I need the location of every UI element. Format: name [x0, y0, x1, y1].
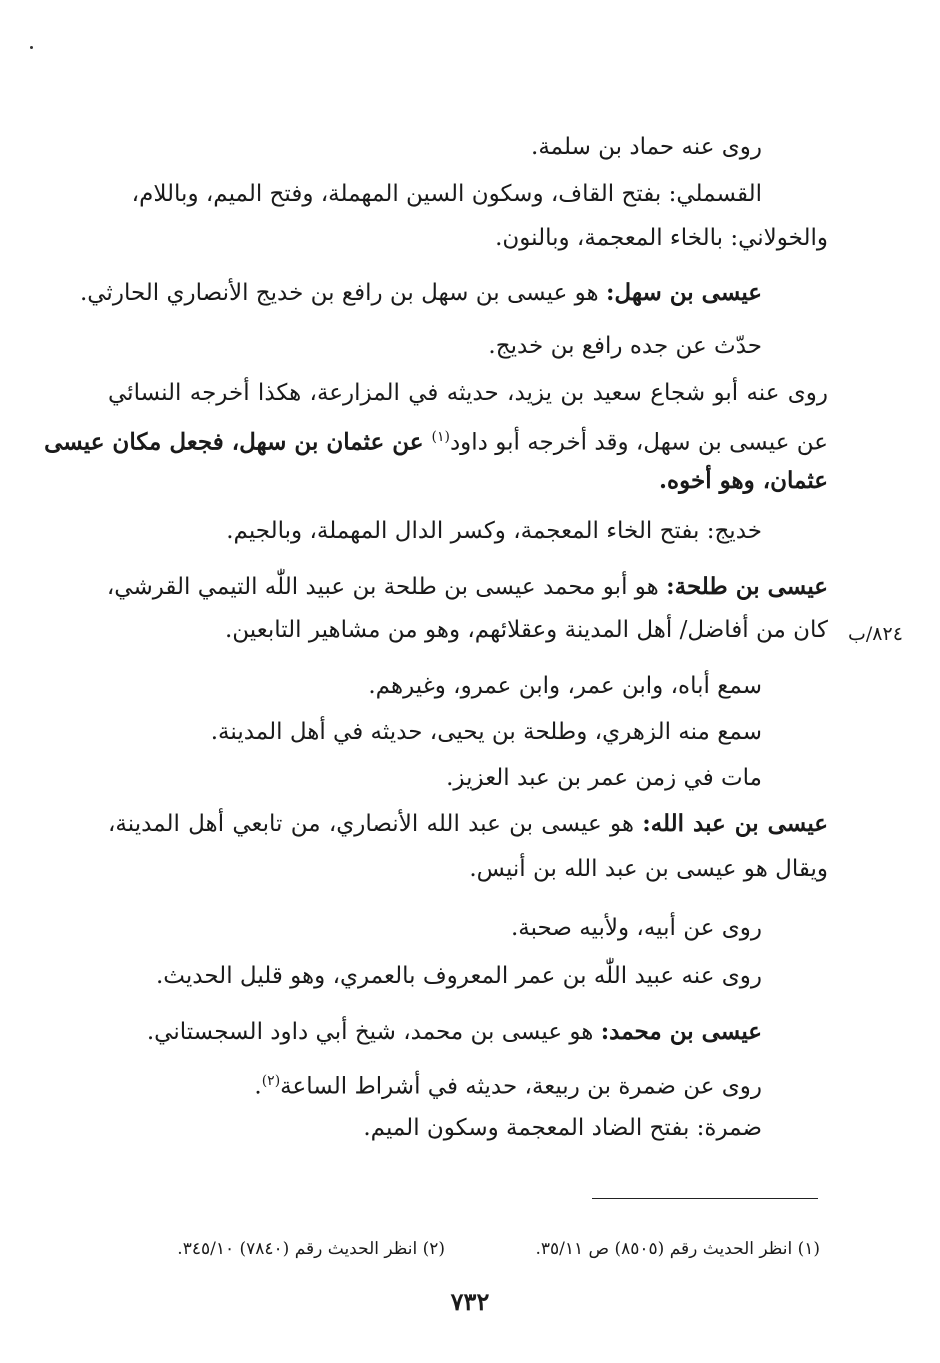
text-line-21: ضمرة: بفتح الضاد المعجمة وسكون الميم.	[363, 1115, 762, 1141]
text-line-1: روى عنه حماد بن سلمة.	[531, 134, 762, 160]
text-line-5: حدّث عن جده رافع بن خديج.	[488, 333, 762, 359]
page-number: ٧٣٢	[450, 1287, 490, 1316]
text-line-7: عن عيسى بن سهل، وقد أخرجه أبو داود$^{(١)}$ عن عثمان بن سهل، فجعل مكان عيسى	[44, 428, 828, 456]
footnote-1: (١) انظر الحديث رقم (٨٥٠٥) ص ٣٥/١١.	[535, 1239, 820, 1259]
text-line-3: والخولاني: بالخاء المعجمة، وبالنون.	[495, 225, 828, 251]
text-line-14: مات في زمن عمر بن عبد العزيز.	[446, 765, 762, 791]
footnote-ref-1: (١)	[431, 429, 450, 445]
footnote-separator	[592, 1198, 818, 1199]
text-line-9: خديج: بفتح الخاء المعجمة، وكسر الدال المهملة، وبالجيم.	[226, 518, 762, 544]
footnote-2: (٢) انظر الحديث رقم (٧٨٤٠) ٣٤٥/١٠.	[177, 1239, 445, 1259]
entry-isa-ibn-sahl: عيسى بن سهل: هو عيسى بن سهل بن رافع بن خديج الأنصاري الحارثي.	[79, 279, 762, 306]
text-line-18: روى عنه عبيد اللّٰه بن عمر المعروف بالعمري، وهو قليل الحديث.	[155, 963, 762, 989]
entry-isa-ibn-abdullah: عيسى بن عبد الله: هو عيسى بن عبد الله الأنصاري، من تابعي أهل المدينة،	[108, 810, 828, 837]
text-line-11: كان من أفاضل/ أهل المدينة وعقلائهم، وهو من مشاهير التابعين.	[224, 617, 828, 643]
entry-isa-ibn-talha: عيسى بن طلحة: هو أبو محمد عيسى بن طلحة بن عبيد اللّٰه التيمي القرشي،	[106, 573, 828, 600]
text-line-2: القسملي: بفتح القاف، وسكون السين المهملة، وفتح الميم، وباللام،	[131, 181, 762, 207]
entry-isa-ibn-muhammad: عيسى بن محمد: هو عيسى بن محمد، شيخ أبي داود السجستاني.	[146, 1018, 762, 1045]
text-line-12: سمع أباه، وابن عمر، وابن عمرو، وغيرهم.	[368, 673, 762, 699]
margin-folio-note: ٨٢٤/ب	[848, 623, 903, 645]
text-line-17: روى عن أبيه، ولأبيه صحبة.	[510, 915, 762, 941]
text-line-13: سمع منه الزهري، وطلحة بن يحيى، حديثه في أهل المدينة.	[210, 719, 762, 745]
entry-heading: عيسى بن طلحة:	[666, 573, 828, 600]
text-line-8: عثمان، وهو أخوه.	[659, 467, 828, 494]
entry-heading: عيسى بن سهل:	[605, 279, 762, 306]
entry-heading: عيسى بن عبد الله:	[642, 810, 828, 837]
text-line-16: ويقال هو عيسى بن عبد الله بن أنيس.	[469, 856, 828, 882]
scan-speck	[30, 46, 33, 49]
text-line-6: روى عنه أبو شجاع سعيد بن يزيد، حديثه في المزارعة، هكذا أخرجه النسائي	[108, 380, 828, 406]
text-line-20: روى عن ضمرة بن ربيعة، حديثه في أشراط الساعة$^{(٢)}$.	[254, 1073, 762, 1100]
footnote-ref-2: (٢)	[261, 1073, 281, 1089]
entry-heading: عيسى بن محمد:	[600, 1018, 762, 1045]
